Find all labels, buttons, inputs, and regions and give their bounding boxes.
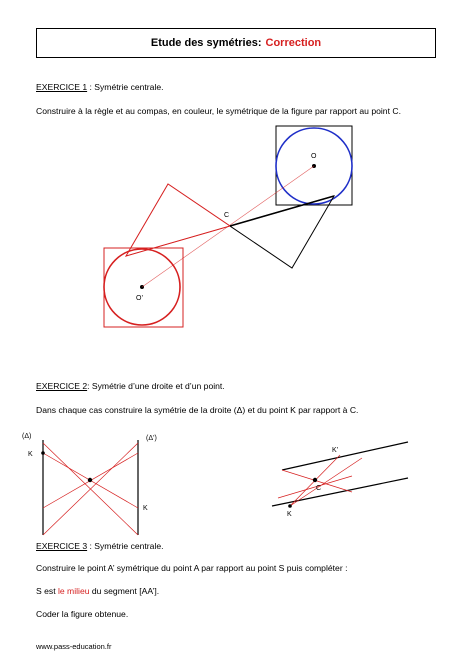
page-title-highlight: Correction <box>265 37 322 49</box>
exercise1-heading: EXERCICE 1 <box>36 82 88 92</box>
answer-highlight: le milieu <box>57 586 90 596</box>
exercise3-final-instruction: Coder la figure obtenue. <box>36 609 129 619</box>
exercise3-instruction: Construire le point A’ symétrique du point A par rapport au point S puis compléter : <box>36 563 348 573</box>
label-k-prime-left: K <box>143 505 148 512</box>
construction-line-7 <box>290 458 362 506</box>
exercise2-heading: EXERCICE 2 <box>36 381 88 391</box>
answer-prefix: S est <box>36 586 58 596</box>
label-k-left: K <box>28 451 33 458</box>
answer-suffix: du segment [AA’]. <box>89 586 160 596</box>
exercise3-subtitle: : Symétrie centrale. <box>87 541 164 551</box>
label-c: C <box>224 212 230 219</box>
label-o-prime: O’ <box>136 295 143 302</box>
label-k-prime: K’ <box>332 447 339 454</box>
footer-url[interactable]: www.pass-education.fr <box>36 642 112 651</box>
label-o: O <box>311 153 317 160</box>
exercise2-instruction: Dans chaque cas construire la symétrie de la droite (Δ) et du point K par rapport à C. <box>36 405 359 415</box>
label-k-bottom: K <box>287 511 292 518</box>
line-lower <box>272 478 408 506</box>
line-upper <box>282 442 408 470</box>
exercise3-heading: EXERCICE 3 <box>36 541 88 551</box>
label-delta: (Δ) <box>22 433 32 440</box>
label-delta-prime: (Δ’) <box>146 435 157 442</box>
page-title: Etude des symétries: <box>150 37 262 49</box>
exercise1-subtitle: : Symétrie centrale. <box>87 82 164 92</box>
exercise3-answer <box>36 586 159 596</box>
exercise1-instruction: Construire à la règle et au compas, en couleur, le symétrique de la figure par rapport au point C. <box>36 106 401 116</box>
label-c-right: C <box>316 485 322 492</box>
exercise2-subtitle: : Symétrie d’une droite et d’un point. <box>87 381 225 391</box>
exercise3-heading-line <box>36 541 164 551</box>
point-k-bottom <box>288 504 292 508</box>
point-c-right <box>313 478 317 482</box>
